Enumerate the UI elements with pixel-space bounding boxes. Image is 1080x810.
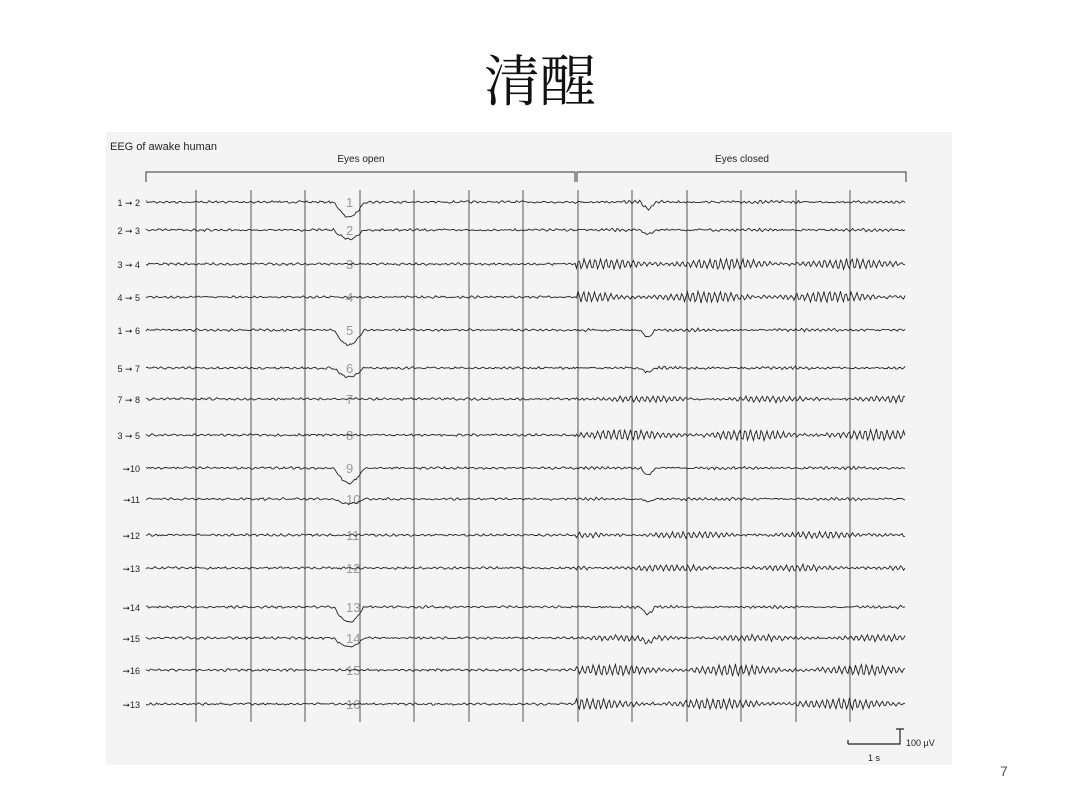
eeg-trace <box>146 466 905 484</box>
figure-caption-label: EEG of awake human <box>110 141 218 153</box>
channel-overlay-number: 6 <box>346 361 354 376</box>
eeg-trace <box>146 634 905 647</box>
channel-label: 2 ➞ 3 <box>117 226 140 236</box>
eeg-trace <box>146 200 905 217</box>
channel-overlay-number: 10 <box>346 492 361 507</box>
channel-label: ➞12 <box>122 531 140 541</box>
segment-label-eyes-open: Eyes open <box>337 154 385 165</box>
channel-label: 1 ➞ 2 <box>117 198 140 208</box>
channel-overlay-number: 9 <box>346 461 354 476</box>
channel-overlay-number: 4 <box>346 290 354 305</box>
eeg-trace <box>146 605 905 622</box>
slide-title: 清醒 <box>484 50 596 115</box>
channel-label: ➞13 <box>122 700 140 710</box>
scale-bar-time-label: 1 s <box>867 753 881 763</box>
channel-label: ➞11 <box>123 495 140 505</box>
channel-overlay-number: 15 <box>346 663 361 678</box>
eeg-trace <box>146 532 905 539</box>
scale-bar <box>848 729 904 744</box>
eeg-trace <box>146 429 905 441</box>
channel-overlay-number: 8 <box>346 428 354 443</box>
channel-label: 5 ➞ 7 <box>117 364 140 374</box>
eeg-trace <box>146 564 905 571</box>
channel-overlay-number: 16 <box>346 697 361 712</box>
eeg-trace <box>146 228 905 240</box>
channel-overlay-number: 5 <box>346 323 354 338</box>
channel-overlay-number: 12 <box>346 561 361 576</box>
channel-label: 1 ➞ 6 <box>117 326 140 336</box>
channel-label: ➞14 <box>122 603 140 613</box>
channel-label: ➞16 <box>122 666 140 676</box>
eeg-trace <box>146 698 905 710</box>
eeg-trace <box>146 395 905 402</box>
channel-overlay-number: 11 <box>346 528 360 543</box>
eeg-trace <box>146 664 905 676</box>
channel-overlay-number: 7 <box>346 392 354 407</box>
eeg-trace <box>146 366 905 378</box>
channel-overlay-number: 2 <box>346 223 354 238</box>
eeg-trace <box>146 497 905 504</box>
segment-label-eyes-closed: Eyes closed <box>715 154 769 165</box>
channel-label: 3 ➞ 5 <box>117 431 140 441</box>
channel-overlay-number: 13 <box>346 600 361 615</box>
channel-label: ➞10 <box>122 464 140 474</box>
channel-label: 3 ➞ 4 <box>117 260 140 270</box>
eeg-trace <box>146 258 905 269</box>
channel-label: ➞13 <box>122 564 140 574</box>
channel-overlay-number: 14 <box>346 631 361 646</box>
eeg-trace <box>146 291 905 303</box>
channel-label: 7 ➞ 8 <box>117 395 140 405</box>
slide-number: 7 <box>1000 763 1008 779</box>
eeg-figure <box>106 132 952 765</box>
scale-bar-voltage-label: 100 µV <box>906 738 935 748</box>
channel-overlay-number: 1 <box>346 195 354 210</box>
channel-label: ➞15 <box>122 634 140 644</box>
segment-bracket-eyes-open <box>146 172 575 182</box>
eeg-figure-canvas <box>106 132 952 765</box>
segment-bracket-eyes-closed <box>577 172 906 182</box>
channel-label: 4 ➞ 5 <box>117 293 140 303</box>
channel-overlay-number: 3 <box>346 257 354 272</box>
eeg-trace <box>146 328 905 345</box>
